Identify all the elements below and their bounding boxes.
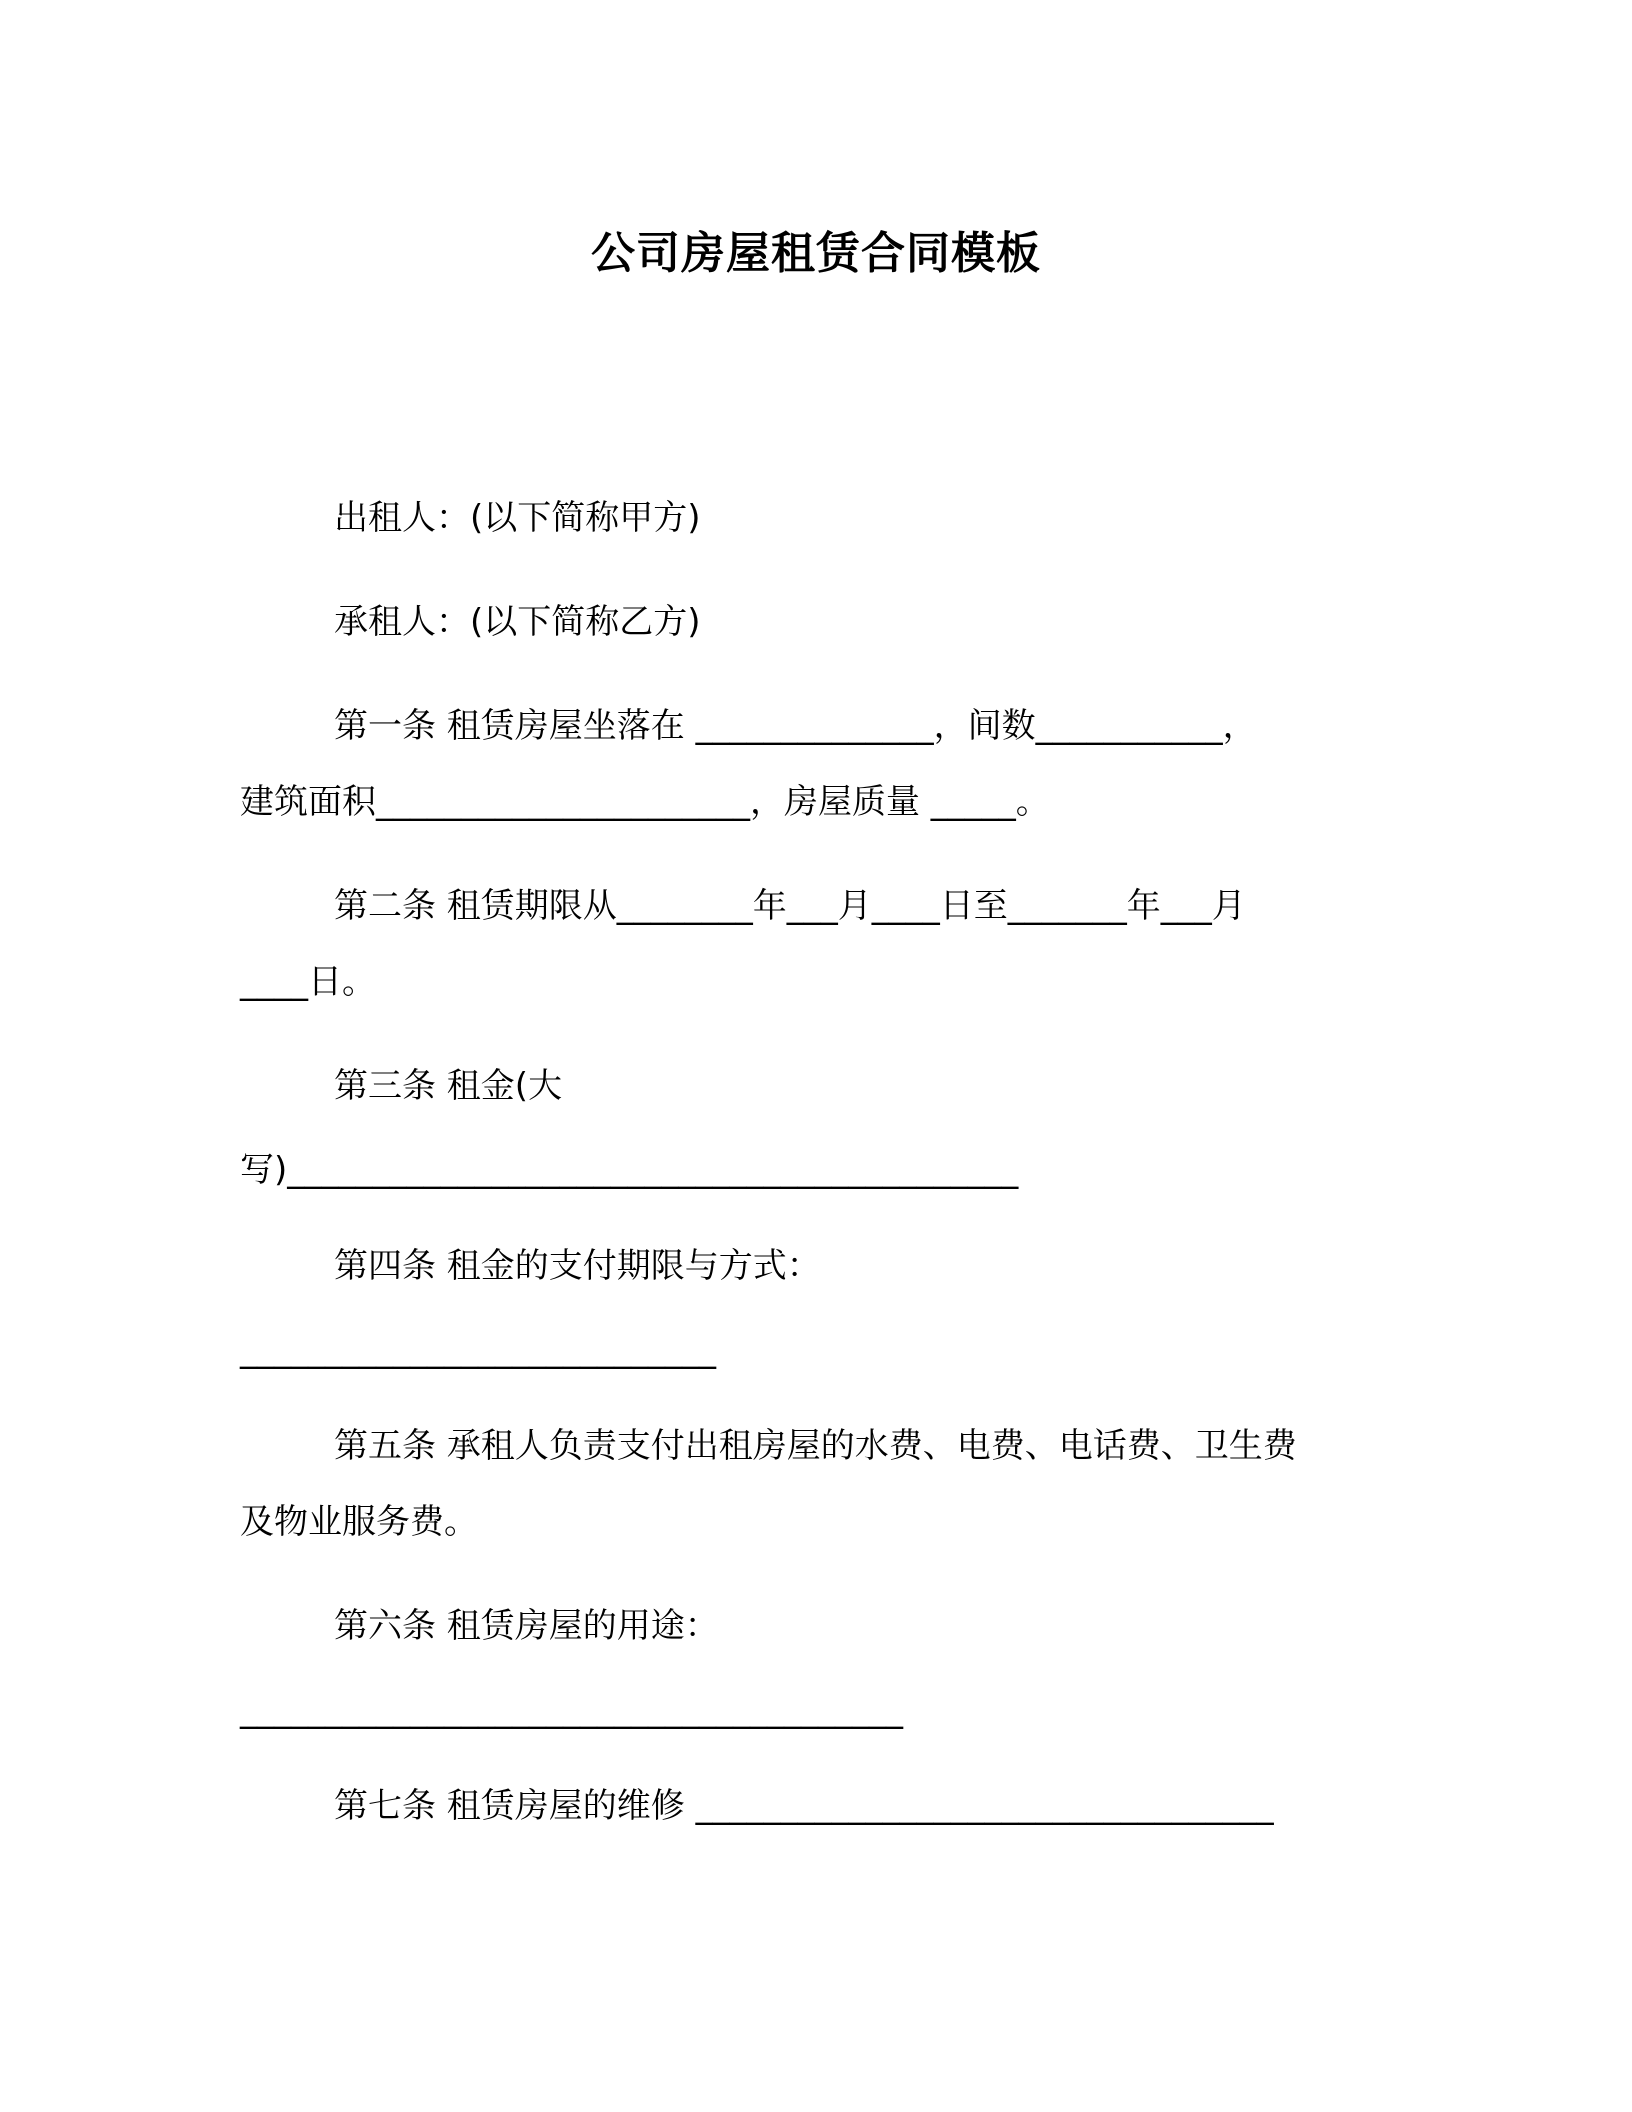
article-2-line-2: ____日。 xyxy=(240,962,376,1002)
lessor-line: 出租人：(以下简称甲方) xyxy=(334,498,701,538)
article-3-line-1: 第三条 租金(大 xyxy=(334,1066,563,1106)
article-6-blank-line: _______________________________________ xyxy=(240,1690,903,1730)
document-title: 公司房屋租赁合同模板 xyxy=(591,228,1041,279)
article-3-line-2: 写)___________________________________________ xyxy=(240,1150,1019,1190)
article-4-line-1: 第四条 租金的支付期限与方式： xyxy=(334,1246,821,1286)
article-1-line-2: 建筑面积______________________，房屋质量 _____。 xyxy=(240,782,1050,822)
article-4-blank-line: ____________________________ xyxy=(240,1330,716,1370)
article-5-line-2: 及物业服务费。 xyxy=(240,1502,478,1542)
lessee-line: 承租人：(以下简称乙方) xyxy=(334,602,701,642)
article-6-line-1: 第六条 租赁房屋的用途： xyxy=(334,1606,719,1646)
article-5-line-1: 第五条 承租人负责支付出租房屋的水费、电费、电话费、卫生费 xyxy=(334,1426,1297,1466)
article-7-line-1: 第七条 租赁房屋的维修 __________________________________ xyxy=(334,1786,1274,1826)
article-1-line-1: 第一条 租赁房屋坐落在 ______________，间数___________， xyxy=(334,706,1257,746)
article-2-line-1: 第二条 租赁期限从________年___月____日至_______年___月 xyxy=(334,886,1246,926)
